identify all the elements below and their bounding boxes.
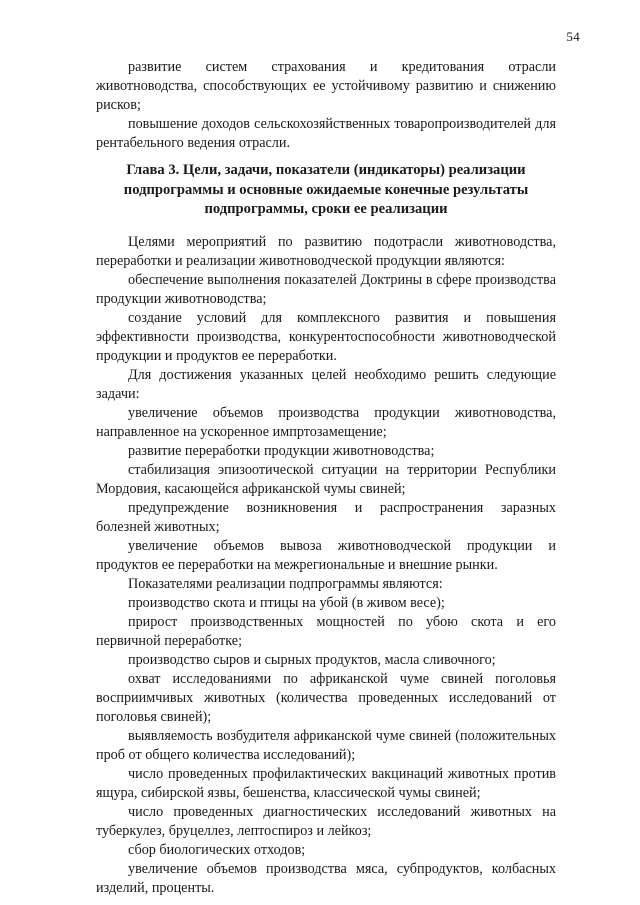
paragraph: увеличение объемов вывоза животноводческой продукции и продуктов ее переработки на межрегиональные и внешние рынки. xyxy=(96,538,556,573)
paragraph: сбор биологических отходов; xyxy=(128,842,306,858)
intro-section xyxy=(96,58,556,153)
chapter-body xyxy=(96,233,556,898)
page-number: 54 xyxy=(566,29,580,44)
paragraph: Показателями реализации подпрограммы являются: xyxy=(128,576,443,592)
paragraph: обеспечение выполнения показателей Доктрины в сфере производства продукции животноводства; xyxy=(96,272,556,307)
paragraph: производство сыров и сырных продуктов, масла сливочного; xyxy=(128,652,496,668)
paragraph: число проведенных профилактических вакцинаций животных против ящура, сибирской язвы, бешенства, классической чумы свиней; xyxy=(96,766,556,801)
paragraph: увеличение объемов производства мяса, субпродуктов, колбасных изделий, проценты. xyxy=(96,861,556,896)
paragraph: прирост производственных мощностей по убою скота и его первичной переработке; xyxy=(96,614,556,649)
paragraph: Для достижения указанных целей необходимо решить следующие задачи: xyxy=(96,367,556,402)
paragraph: охват исследованиями по африканской чуме свиней поголовья восприимчивых животных (количества проведенных исследований от поголовья свиней); xyxy=(96,671,556,725)
paragraph: выявляемость возбудителя африканской чуме свиней (положительных проб от общего количества исследований); xyxy=(96,728,556,763)
paragraph: предупреждение возникновения и распространения заразных болезней животных; xyxy=(96,500,556,535)
paragraph: производство скота и птицы на убой (в живом весе); xyxy=(128,595,445,611)
paragraph: увеличение объемов производства продукции животноводства, направленное на ускоренное импртозамещение; xyxy=(96,405,556,440)
paragraph: развитие систем страхования и кредитования отрасли животноводства, способствующих ее устойчивому развитию и снижению рисков; xyxy=(96,59,556,113)
paragraph: Целями мероприятий по развитию подотрасли животноводства, переработки и реализации животноводческой продукции являются: xyxy=(96,234,556,269)
paragraph: число проведенных диагностических исследований животных на туберкулез, бруцеллез, лептоспироз и лейкоз; xyxy=(96,804,556,839)
paragraph: стабилизация эпизоотической ситуации на территории Республики Мордовия, касающейся африканской чумы свиней; xyxy=(96,462,556,497)
paragraph: повышение доходов сельскохозяйственных товаропроизводителей для рентабельного ведения отрасли. xyxy=(96,116,556,151)
chapter-heading: Глава 3. Цели, задачи, показатели (индикаторы) реализации подпрограммы и основные ожидаемые конечные результаты подпрограммы, сроки ее реализации xyxy=(123,162,529,217)
paragraph: создание условий для комплексного развития и повышения эффективности производства, конкурентоспособности животноводческой продукции и продуктов ее переработки. xyxy=(96,310,556,364)
paragraph: развитие переработки продукции животноводства; xyxy=(128,443,435,459)
